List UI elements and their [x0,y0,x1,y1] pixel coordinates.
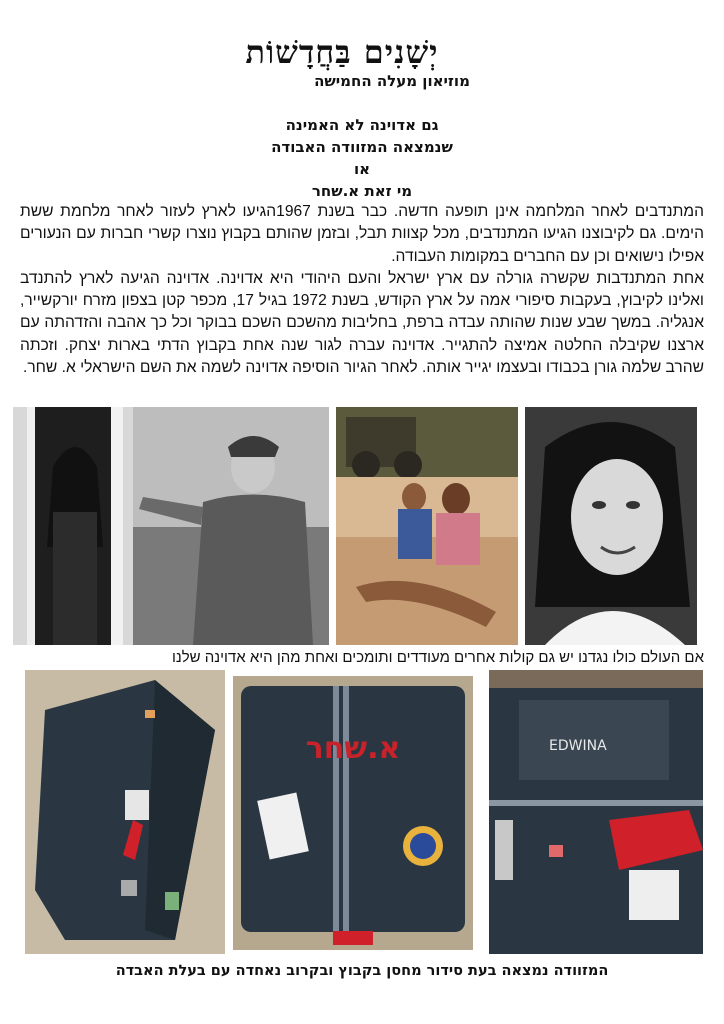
suitcase-name-label: EDWINA [549,738,607,754]
article-body [20,201,704,379]
photo-suitcase-closeup [489,670,703,954]
article-paragraph-2: אחת המתנדבות שקשרה גורלה עם ארץ ישראל והעם היהודי היא אדוינה. אדוינה הגיעה לארץ להתנדב ואלינו לקיבוץ, בעקבות סיפורי אמה על ארץ הקודש, בשנת 1972 בגיל 17, מכפר קטן בצפון מזרח יורקשייר, אנגליה. במשך שבע שנות שהותה עבדה ברפת, בחליבות מהשכם השכם בבוקר וכל כך אהבה והזדהתה עם ארצנו שקיבלה החלטה אמיצה להתגייר. אדוינה עברה לגור שנה אחת בקבוץ הדתי בארות יצחק. וזכתה שהרב שלמה גורן בכבודו ובעצמו יגייר אותה. לאחר הגיור הוסיפה אדוינה לשמה את השם הישראלי א. שחר. [20,269,704,377]
article-headings [0,114,724,202]
article-paragraph-1: המתנדבים לאחר המלחמה אינן תופעה חדשה. כבר בשנת 1967הגיעו לארץ לעזור לאחר מלחמת ששת הימים. גם לקיבוצנו הגיעו המתנדבים, מכל קצוות תבל, ובזמן שהותם בקבוץ נוצרו קשרי חברות עם הנעורים אפילו נישואים וכן עם החברים במקומות העבודה. [20,203,704,265]
photo-suitcase-front [233,676,473,950]
suitcase-caption: המזוודה נמצאה בעת סידור מחסן בקבוץ ובקרוב נאחדה עם בעלת האבדה [115,963,609,979]
photo-couple-sitting-sepia [336,407,518,645]
museum-brand [0,34,724,90]
headline-4: מי זאת א.שחר [311,182,413,200]
headline-2: שנמצאה המזוודה האבודה [271,138,453,156]
photo-edwina-portrait [525,407,697,645]
brand-title: יְשָׁנִים בַּחֲדָשׁוֹת [245,33,439,71]
photo-suitcase-side [25,670,225,954]
headline-3: או [353,160,371,178]
headline-1: גם אדוינה לא האמינה [285,116,439,134]
brand-subtitle: מוזיאון מעלה החמישה [314,72,470,90]
suitcase-painted-name: א.שחר [305,731,401,766]
photo-couple-at-window [13,407,329,645]
photos-caption: אם העולם כולו נגדנו יש גם קולות אחרים מעודדים ותומכים ואחת מהן היא אדוינה שלנו [172,649,704,666]
